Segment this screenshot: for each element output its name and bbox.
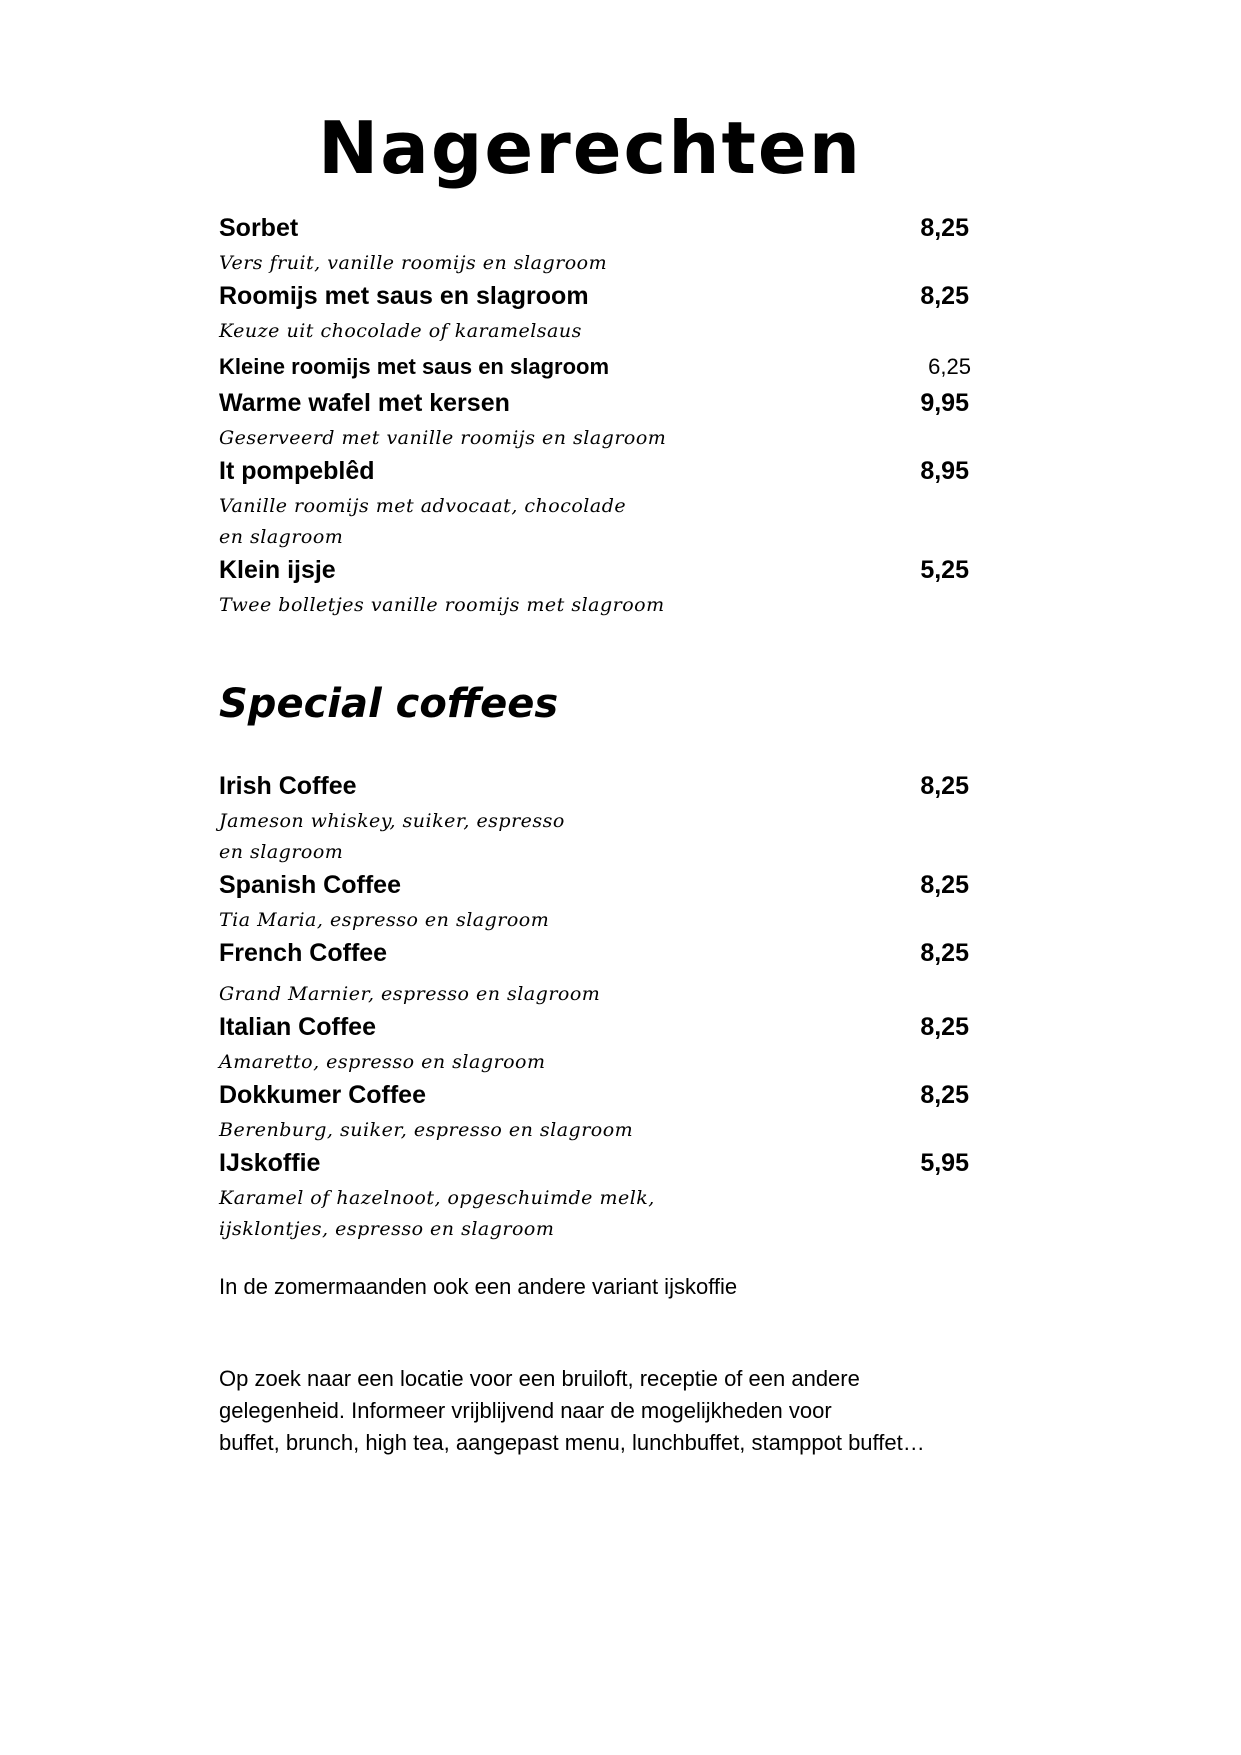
item-description: Berenburg, suiker, espresso en slagroom (219, 1119, 634, 1141)
section-heading: Special coffees (219, 681, 559, 727)
item-price: 5,95 (920, 1149, 969, 1177)
item-description: Keuze uit chocolade of karamelsaus (219, 320, 582, 342)
item-price: 8,25 (920, 282, 969, 310)
item-price: 8,25 (920, 214, 969, 242)
item-name: Dokkumer Coffee (219, 1081, 426, 1109)
item-price: 8,25 (920, 1081, 969, 1109)
item-description: Grand Marnier, espresso en slagroom (219, 983, 601, 1005)
item-name: It pompeblêd (219, 457, 375, 485)
item-price: 8,25 (920, 1013, 969, 1041)
item-name: Roomijs met saus en slagroom (219, 282, 589, 310)
item-price: 8,25 (920, 939, 969, 967)
item-name: Italian Coffee (219, 1013, 376, 1041)
item-description: Tia Maria, espresso en slagroom (219, 909, 550, 931)
item-name: Sorbet (219, 214, 299, 242)
item-price: 8,25 (920, 871, 969, 899)
item-description: Twee bolletjes vanille roomijs met slagroom (219, 594, 665, 616)
page-title: Nagerechten (318, 106, 862, 190)
item-name: IJskoffie (219, 1149, 321, 1177)
item-description: Amaretto, espresso en slagroom (219, 1051, 546, 1073)
item-name: French Coffee (219, 939, 388, 967)
item-name: Irish Coffee (219, 772, 357, 800)
item-name: Spanish Coffee (219, 871, 401, 899)
item-price: 8,95 (920, 457, 969, 485)
info-line: gelegenheid. Informeer vrijblijvend naar de mogelijkheden voor (219, 1398, 832, 1423)
item-description: en slagroom (219, 526, 344, 548)
summer-note: In de zomermaanden ook een andere variant ijskoffie (219, 1274, 738, 1299)
item-description: Vanille roomijs met advocaat, chocolade (219, 495, 627, 517)
item-price: 6,25 (928, 354, 971, 379)
item-description: ijsklontjes, espresso en slagroom (219, 1218, 555, 1240)
item-name: Kleine roomijs met saus en slagroom (219, 354, 610, 379)
item-description: Vers fruit, vanille roomijs en slagroom (219, 252, 608, 274)
item-description: Jameson whiskey, suiker, espresso (219, 810, 565, 832)
item-name: Klein ijsje (219, 556, 336, 584)
item-price: 9,95 (920, 389, 969, 417)
item-description: en slagroom (219, 841, 344, 863)
info-line: buffet, brunch, high tea, aangepast menu, lunchbuffet, stamppot buffet… (219, 1430, 925, 1455)
item-price: 8,25 (920, 772, 969, 800)
info-line: Op zoek naar een locatie voor een bruiloft, receptie of een andere (219, 1366, 860, 1391)
item-name: Warme wafel met kersen (219, 389, 510, 417)
item-price: 5,25 (920, 556, 969, 584)
item-description: Geserveerd met vanille roomijs en slagroom (219, 427, 667, 449)
item-description: Karamel of hazelnoot, opgeschuimde melk, (219, 1187, 655, 1209)
